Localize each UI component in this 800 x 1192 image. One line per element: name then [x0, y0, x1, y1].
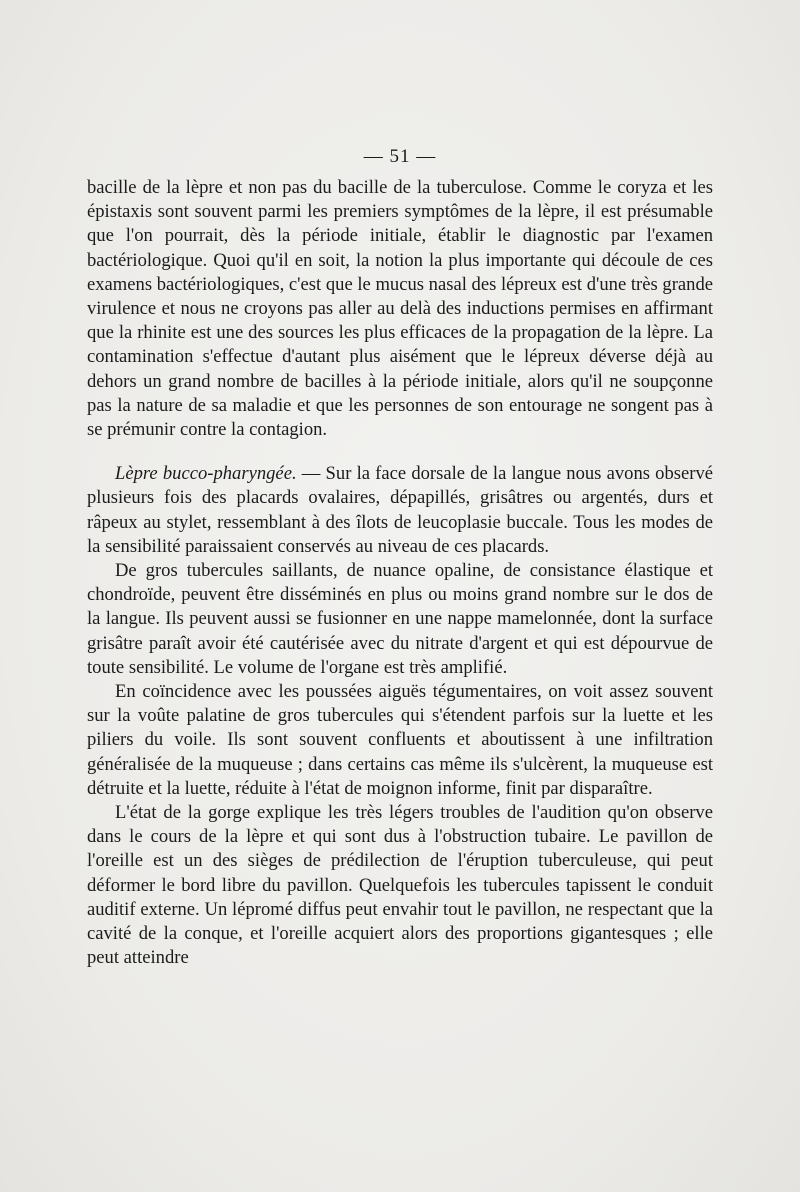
paragraph-4: En coïncidence avec les poussées aiguës tégumentaires, on voit assez souvent sur la voûte palatine de gros tubercules qui s'étendent parfois sur la luette et les piliers du voile. Ils sont souvent confluents et aboutissent à une infiltration généralisée de la muqueuse ; dans certains cas même ils s'ulcèrent, la muqueuse est détruite et la luette, réduite à l'état de moignon informe, finit par disparaître.: [87, 681, 713, 799]
paragraph-5: L'état de la gorge explique les très légers troubles de l'audition qu'on observe dans le cours de la lèpre et qui sont dus à l'obstruction tubaire. Le pavillon de l'oreille est un des sièges de prédilection de l'éruption tuberculeuse, qui peut déformer le bord libre du pavillon. Quelquefois les tubercules tapissent le conduit auditif externe. Un lépromé diffus peut envahir tout le pavillon, ne respectant que la cavité de la conque, et l'oreille acquiert alors des proportions gigantesques ; elle peut atteindre: [87, 802, 713, 969]
section-title-lepre-bucco-pharyngee: Lèpre bucco-pharyngée.: [115, 463, 297, 485]
paragraph-2-text: — Sur la face dorsale de la langue nous avons observé plusieurs fois des placards ovalaires, dépapillés, grisâtres ou argentés, durs et râpeux au stylet, ressemblant à des îlots de leucoplasie buccale. Tous les modes de la sensibilité paraissaient conservés au niveau de ces placards.: [87, 463, 713, 557]
body-text: [87, 176, 713, 971]
paragraph-3: De gros tubercules saillants, de nuance opaline, de consistance élastique et chondroïde, peuvent être disséminés en plus ou moins grand nombre sur le dos de la langue. Ils peuvent aussi se fusionner en une nappe mamelonnée, dont la surface grisâtre paraît avoir été cautérisée avec du nitrate d'argent et qui est dépourvue de toute sensibilité. Le volume de l'organe est très amplifié.: [87, 560, 713, 678]
page-number: — 51 —: [363, 146, 437, 167]
paragraph-2: [87, 462, 713, 559]
paragraph-1: bacille de la lèpre et non pas du bacille de la tuberculose. Comme le coryza et les épistaxis sont souvent parmi les premiers symptômes de la lèpre, il est présumable que l'on pourrait, dès la période initiale, établir le diagnostic par l'examen bactériologique. Quoi qu'il en soit, la notion la plus importante qui découle de ces examens bactériologiques, c'est que le mucus nasal des lépreux est d'une très grande virulence et nous ne croyons pas aller au delà des inductions permises en affirmant que la rhinite est une des sources les plus efficaces de la propagation de la lèpre. La contamination s'effectue d'autant plus aisément que le lépreux déverse déjà au dehors un grand nombre de bacilles à la période initiale, alors qu'il ne soupçonne pas la nature de sa maladie et que les personnes de son entourage ne songent pas à se prémunir contre la contagion.: [87, 177, 713, 441]
